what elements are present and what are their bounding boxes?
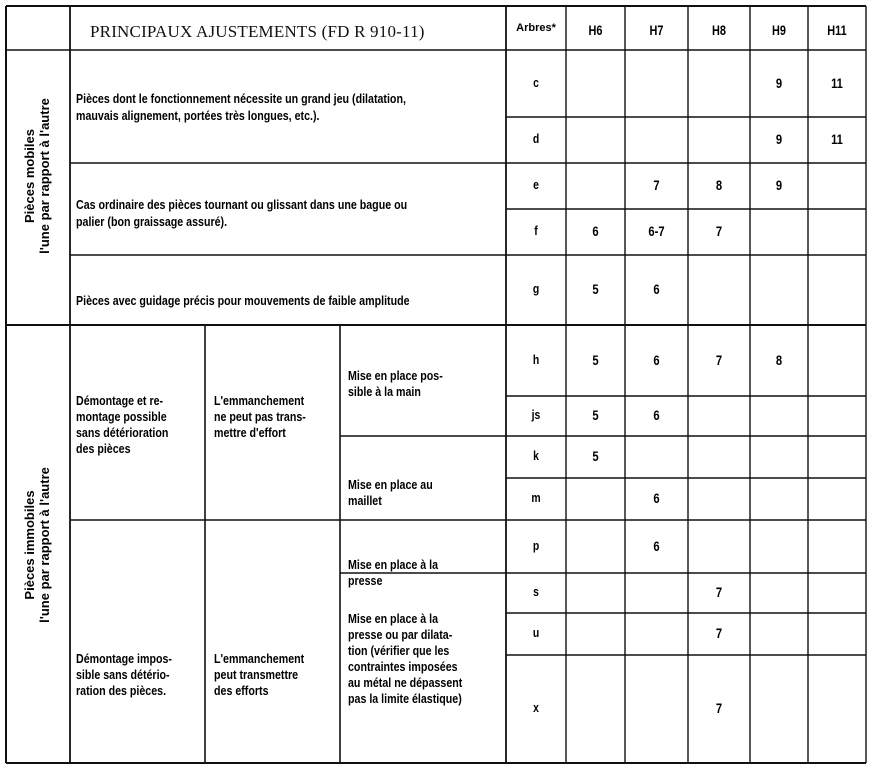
tolerance-cell: 8	[715, 177, 723, 193]
arbre-cell-p: p	[532, 537, 540, 553]
arbre-cell-c: c	[533, 74, 539, 90]
tolerance-cell: 7	[715, 351, 723, 368]
tolerance-cell: 6	[653, 351, 660, 368]
desc-mise-presse: Mise en place à la presse	[348, 557, 439, 588]
tolerance-cell: 9	[775, 74, 783, 91]
arbre-cell-d: d	[532, 131, 540, 146]
arbre-cell-js: js	[531, 407, 541, 422]
arbre-cell-e: e	[533, 177, 539, 192]
arbre-cell-g: g	[532, 281, 540, 296]
desc-mise-presse-dilatation: Mise en place à la presse ou par dilata- tion (vérifier que les contraintes imposées au métal ne dépassent pas la limite élastique)	[348, 611, 463, 706]
tolerance-cell: 7	[715, 700, 723, 716]
tolerance-cell: 11	[831, 131, 843, 147]
desc-mise-main: Mise en place pos- sible à la main	[348, 368, 443, 399]
tolerance-cell: 5	[592, 448, 599, 464]
group-label-immobile: Pièces immobiles l'une par rapport à l'autre	[22, 467, 52, 623]
tolerance-cell: 11	[831, 74, 843, 91]
tolerance-cell: 7	[715, 584, 723, 600]
arbre-cell-k: k	[533, 448, 539, 463]
arbres-header: Arbres*	[516, 22, 556, 34]
desc-mise-maillet: Mise en place au maillet	[348, 477, 433, 508]
tolerance-cell: 5	[592, 351, 599, 368]
arbre-cell-x: x	[533, 700, 539, 715]
arbre-cell-u: u	[532, 625, 540, 640]
desc-demontage-impossible: Démontage impos- sible sans détério- ration des pièces.	[76, 651, 172, 698]
column-header-h9: H9	[772, 22, 786, 38]
tolerance-cell: 9	[775, 177, 783, 193]
desc-effort-oui: L'emmanchement peut transmettre des efforts	[214, 651, 305, 698]
column-header-h7: H7	[649, 22, 664, 38]
tolerance-cell: 6	[592, 223, 599, 239]
tolerance-cell: 5	[592, 281, 599, 297]
tolerance-cell: 7	[715, 223, 723, 239]
tolerance-cell: 6	[653, 537, 660, 554]
tolerance-cell: 6-7	[648, 223, 665, 239]
tolerance-cell: 9	[775, 131, 783, 147]
tolerance-cell: 6	[653, 281, 660, 297]
desc-guidage: Pièces avec guidage précis pour mouvements de faible amplitude	[76, 293, 410, 308]
column-header-h11: H11	[827, 22, 847, 38]
tolerance-cell: 6	[653, 407, 660, 423]
tolerance-cell: 7	[653, 177, 660, 193]
desc-cas-ordinaire: Cas ordinaire des pièces tournant ou glissant dans une bague ou palier (bon graissage assuré).	[76, 197, 408, 229]
arbre-cell-s: s	[533, 584, 539, 599]
tolerance-cell: 8	[775, 351, 783, 368]
column-header-h6: H6	[588, 22, 603, 38]
desc-effort-non: L'emmanchement ne peut pas trans- mettre d'effort	[214, 393, 306, 440]
arbre-cell-h: h	[532, 351, 540, 367]
table-title: PRINCIPAUX AJUSTEMENTS (FD R 910-11)	[90, 22, 425, 41]
group-label-mobile: Pièces mobiles l'une par rapport à l'autre	[22, 98, 52, 254]
arbre-cell-m: m	[531, 490, 541, 505]
desc-demontage-possible: Démontage et re- montage possible sans détérioration des pièces	[76, 393, 169, 456]
desc-grand-jeu: Pièces dont le fonctionnement nécessite un grand jeu (dilatation, mauvais alignement, portées très longues, etc.).	[76, 91, 406, 123]
tolerance-cell: 7	[715, 625, 723, 641]
arbre-cell-f: f	[534, 223, 538, 238]
tolerance-cell: 5	[592, 407, 599, 423]
column-header-h8: H8	[712, 22, 726, 38]
tolerance-cell: 6	[653, 490, 660, 506]
